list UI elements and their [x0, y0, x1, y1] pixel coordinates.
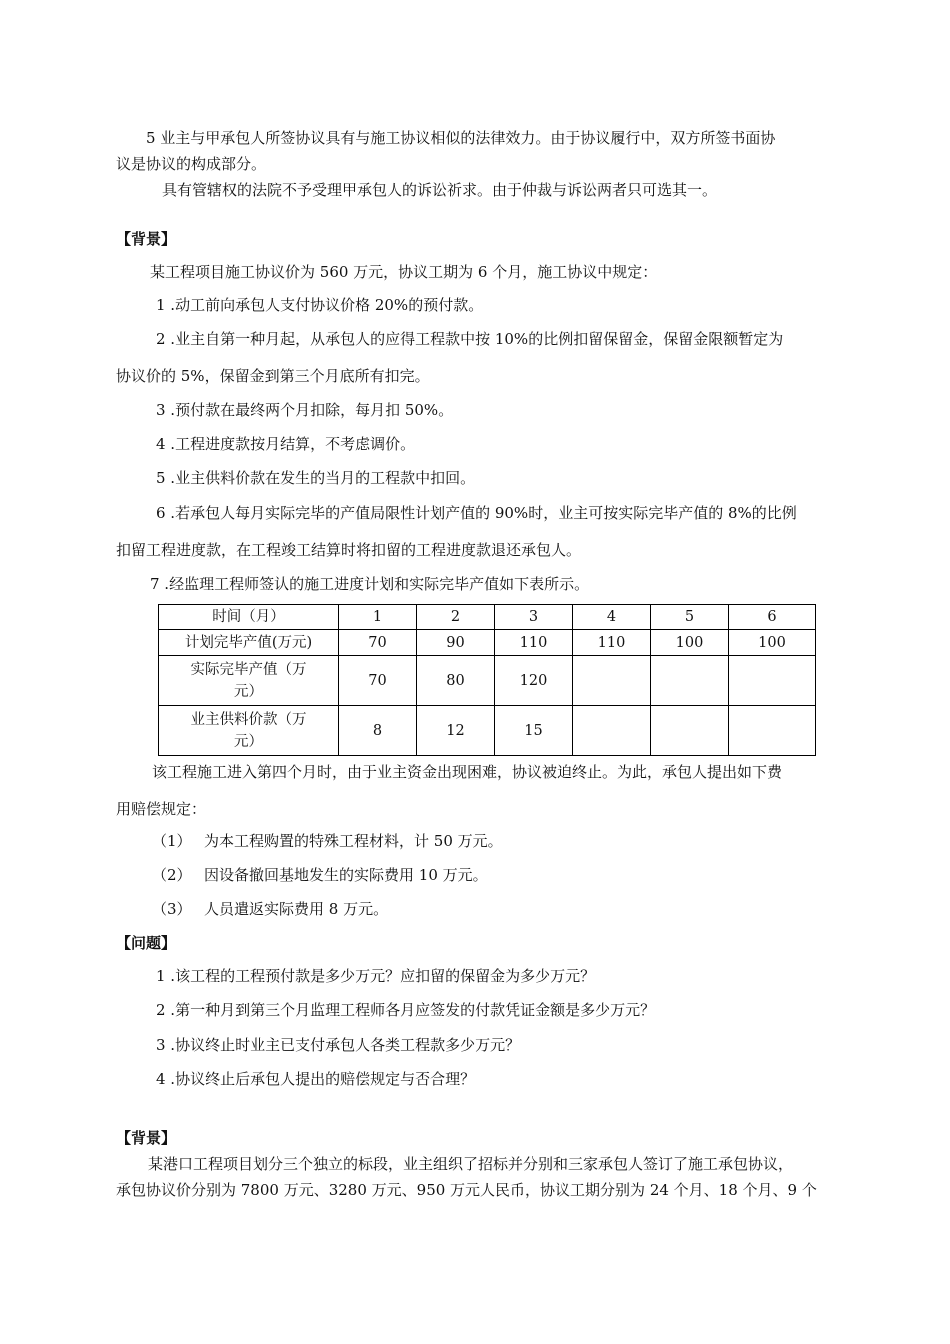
rule-item: 5 .业主供料价款在发生的当月的工程款中扣回。: [156, 469, 476, 487]
paragraph-text: 用赔偿规定：: [116, 800, 207, 818]
claim-text: 人员遣返实际费用 8 万元。: [204, 900, 389, 918]
table-header-cell: 时间（月）: [159, 605, 339, 630]
table-cell: 70: [339, 630, 417, 656]
claim-text: 因设备撤回基地发生的实际费用 10 万元。: [204, 866, 488, 884]
paragraph-text: 该工程施工进入第四个月时，由于业主资金出现困难，协议被迫终止。为此，承包人提出如下费: [152, 763, 783, 781]
rule-item-continuation: 协议价的 5%，保留金到第三个月底所有扣完。: [116, 367, 430, 385]
progress-table: [158, 604, 816, 756]
table-cell: [573, 706, 651, 756]
table-cell: 120: [495, 656, 573, 706]
table-row-label: [159, 656, 339, 706]
rule-item: 3 .预付款在最终两个月扣除，每月扣 50%。: [156, 401, 454, 419]
table-row-label-line: 元）: [234, 683, 263, 700]
question-item: 1 .该工程的工程预付款是多少万元？应扣留的保留金为多少万元？: [156, 967, 596, 985]
table-cell: [651, 656, 729, 706]
table-cell: 110: [495, 630, 573, 656]
table-header-cell: 4: [573, 605, 651, 630]
table-row-label-line: 实际完毕产值（万: [190, 661, 307, 678]
paragraph-text: 某港口工程项目划分三个独立的标段，业主组织了招标并分别和三家承包人签订了施工承包协议，: [148, 1155, 794, 1173]
paragraph-text: 具有管辖权的法院不予受理甲承包人的诉讼祈求。由于仲裁与诉讼两者只可选其一。: [162, 181, 718, 199]
table-row: [159, 656, 816, 706]
rule-item: 1 .动工前向承包人支付协议价格 20%的预付款。: [156, 296, 484, 314]
rule-item: 7 .经监理工程师签认的施工进度计划和实际完毕产值如下表所示。: [150, 575, 590, 593]
question-item: 4 .协议终止后承包人提出的赔偿规定与否合理？: [156, 1070, 476, 1088]
table-cell: [573, 656, 651, 706]
table-row-label-line: 业主供料价款（万: [190, 711, 307, 728]
question-item: 2 .第一种月到第三个月监理工程师各月应签发的付款凭证金额是多少万元？: [156, 1001, 656, 1019]
table-cell: 100: [729, 630, 816, 656]
table-cell: 8: [339, 706, 417, 756]
paragraph-text: 5 业主与甲承包人所签协议具有与施工协议相似的法律效力。由于协议履行中，双方所签书面协: [146, 129, 776, 147]
table-cell: 15: [495, 706, 573, 756]
claim-number: （2）: [152, 866, 192, 884]
table-header-row: [159, 605, 816, 630]
rule-item-continuation: 扣留工程进度款，在工程竣工结算时将扣留的工程进度款退还承包人。: [116, 541, 582, 559]
rule-item: 6 .若承包人每月实际完毕的产值局限性计划产值的 90%时，业主可按实际完毕产值的 8%的比例: [156, 504, 797, 522]
table-cell: 100: [651, 630, 729, 656]
table-header-cell: 5: [651, 605, 729, 630]
section-heading-questions: 【问题】: [116, 934, 177, 952]
table-row-label: [159, 706, 339, 756]
claim-number: （3）: [152, 900, 192, 918]
paragraph-text: 承包协议价分别为 7800 万元、3280 万元、950 万元人民币，协议工期分别为 24 个月、18 个月、9 个: [116, 1181, 817, 1199]
table-cell: 80: [417, 656, 495, 706]
table-header-cell: 1: [339, 605, 417, 630]
table-row: [159, 630, 816, 656]
table-cell: [729, 706, 816, 756]
section-heading-background: 【背景】: [116, 230, 177, 248]
table-cell: [729, 656, 816, 706]
table-cell: 12: [417, 706, 495, 756]
rule-item: 2 .业主自第一种月起，从承包人的应得工程款中按 10%的比例扣留保留金，保留金限额暂定为: [156, 330, 784, 348]
table-cell: 70: [339, 656, 417, 706]
question-item: 3 .协议终止时业主已支付承包人各类工程款多少万元？: [156, 1036, 521, 1054]
table-header-cell: 3: [495, 605, 573, 630]
paragraph-text: 某工程项目施工协议价为 560 万元，协议工期为 6 个月，施工协议中规定：: [150, 263, 658, 281]
table-row-label-line: 元）: [234, 733, 263, 750]
table-header-cell: 2: [417, 605, 495, 630]
table-header-cell: 6: [729, 605, 816, 630]
table-cell: [651, 706, 729, 756]
table-row: [159, 706, 816, 756]
section-heading-background: 【背景】: [116, 1129, 177, 1147]
table-row-label: 计划完毕产值(万元): [159, 630, 339, 656]
claim-number: （1）: [152, 832, 192, 850]
table-cell: 90: [417, 630, 495, 656]
paragraph-text: 议是协议的构成部分。: [116, 155, 267, 173]
claim-text: 为本工程购置的特殊工程材料，计 50 万元。: [204, 832, 503, 850]
table-cell: 110: [573, 630, 651, 656]
rule-item: 4 .工程进度款按月结算，不考虑调价。: [156, 435, 416, 453]
